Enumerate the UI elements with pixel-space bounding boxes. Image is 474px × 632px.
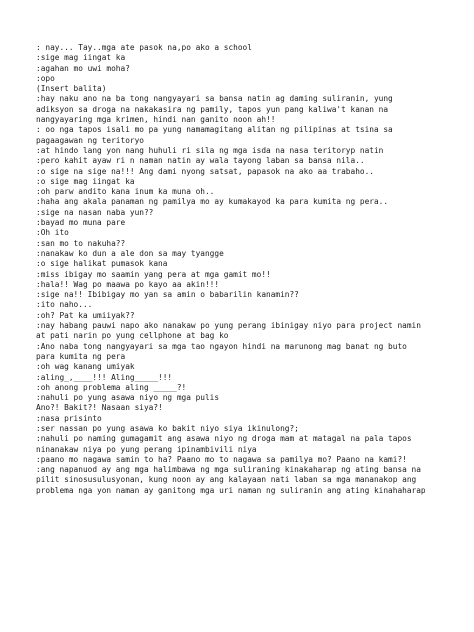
text-line: adiksyon sa droga na nakakasira ng pamily, tapos yun pang kaliwa't kanan na bbox=[36, 104, 389, 114]
text-line: :ito naho... bbox=[36, 300, 93, 310]
text-line: pagaagawan ng teritoryo bbox=[36, 135, 144, 145]
text-line: :pero kahit ayaw ri n naman natin ay wala tayong laban sa bansa nila.. bbox=[36, 156, 365, 166]
text-line: :san mo to nakuha?? bbox=[36, 238, 126, 248]
text-line: : nay... Tay..mga ate pasok na,po ako a school bbox=[36, 43, 252, 52]
text-line: para kumita ng pera bbox=[36, 351, 126, 361]
text-line: problema nga yon naman ay ganitong mga uri naman ng suliranin ang ating kinahaharap bbox=[36, 485, 426, 495]
text-line: : oo nga tapos isali mo pa yung namamagitang alitan ng pilipinas at tsina sa bbox=[36, 125, 393, 135]
text-line: :sige mag iingat ka bbox=[36, 53, 126, 63]
text-line: :Oh ito bbox=[36, 228, 69, 238]
text-line: at pati narin po yung cellphone at bag ko bbox=[36, 331, 229, 341]
text-line: pilit sinosusulusyonan, kung noon ay ang kalayaan nati laban sa mga mananakop ang bbox=[36, 475, 417, 485]
text-line: :oh wag kanang umiyak bbox=[36, 362, 135, 372]
text-line: :agahan mo uwi moha? bbox=[36, 63, 130, 73]
text-line: :o sige halikat pumasok kana bbox=[36, 259, 168, 269]
text-line: :nasa prisinto bbox=[36, 413, 102, 423]
text-line: :nanakaw ko dun a ale don sa may tyangge bbox=[36, 248, 224, 258]
text-line: :haha ang akala panaman ng pamilya mo ay kumakayod ka para kumita ng pera.. bbox=[36, 197, 389, 207]
text-line: :ser nassan po yung asawa ko bakit niyo siya ikinulong?; bbox=[36, 423, 299, 433]
text-line: :sige na nasan naba yun?? bbox=[36, 207, 154, 217]
text-line: :o sige mag iingat ka bbox=[36, 176, 135, 186]
text-line: (Insert balita) bbox=[36, 84, 107, 94]
text-line: :nay habang pauwi napo ako nanakaw po yung perang ibinigay niyo para project namin bbox=[36, 321, 421, 331]
text-line: :oh anong problema aling _____?! bbox=[36, 382, 187, 392]
text-line: :hay naku ano na ba tong nangyayari sa bansa natin ag daming suliranin, yung bbox=[36, 94, 393, 104]
text-line: :o sige na sige na!!! Ang dami nyong satsat, papasok na ako aa trabaho.. bbox=[36, 166, 374, 176]
text-line: :Ano naba tong nangyayari sa mga tao ngayon hindi na marunong mag banat ng buto bbox=[36, 341, 407, 351]
text-line: :at hindo lang yon nang huhuli ri sila ng mga isda na nasa teritoryp natin bbox=[36, 145, 384, 155]
text-line: :ang napanuod ay ang mga halimbawa ng mga suliraning kinakaharap ng ating bansa na bbox=[36, 465, 421, 475]
text-line: :nahuli po naming gumagamit ang asawa niyo ng droga mam at matagal na pala tapos bbox=[36, 434, 412, 444]
text-line: :oh parw andito kana inum ka muna oh.. bbox=[36, 187, 215, 197]
text-line: :paano mo nagawa samin to ha? Paano mo to nagawa sa pamilya mo? Paano na kami?! bbox=[36, 454, 407, 464]
text-line: Ano?! Bakit?! Nasaan siya?! bbox=[36, 403, 163, 413]
text-line: :opo bbox=[36, 73, 55, 83]
text-line: :nahuli po yung asawa niyo ng mga pulis bbox=[36, 393, 220, 403]
text-line: :aling_,____!!! Aling_____!!! bbox=[36, 372, 173, 382]
text-line: ninanakaw niya po yung perang ipinambivili niya bbox=[36, 444, 257, 454]
document-text bbox=[36, 43, 468, 496]
text-line: :miss ibigay mo saamin yang pera at mga gamit mo!! bbox=[36, 269, 271, 279]
text-line: :sige na!! Ibibigay mo yan sa amin o babarilin kanamin?? bbox=[36, 290, 299, 300]
text-line: :oh? Pat ka umiiyak?? bbox=[36, 310, 135, 320]
text-line: :hala!! Wag po maawa po kayo aa akin!!! bbox=[36, 279, 220, 289]
text-line: nangyayaring mga krimen, hindi nan ganito noon ah!! bbox=[36, 115, 276, 125]
text-line: :bayad mo muna pare bbox=[36, 218, 126, 228]
